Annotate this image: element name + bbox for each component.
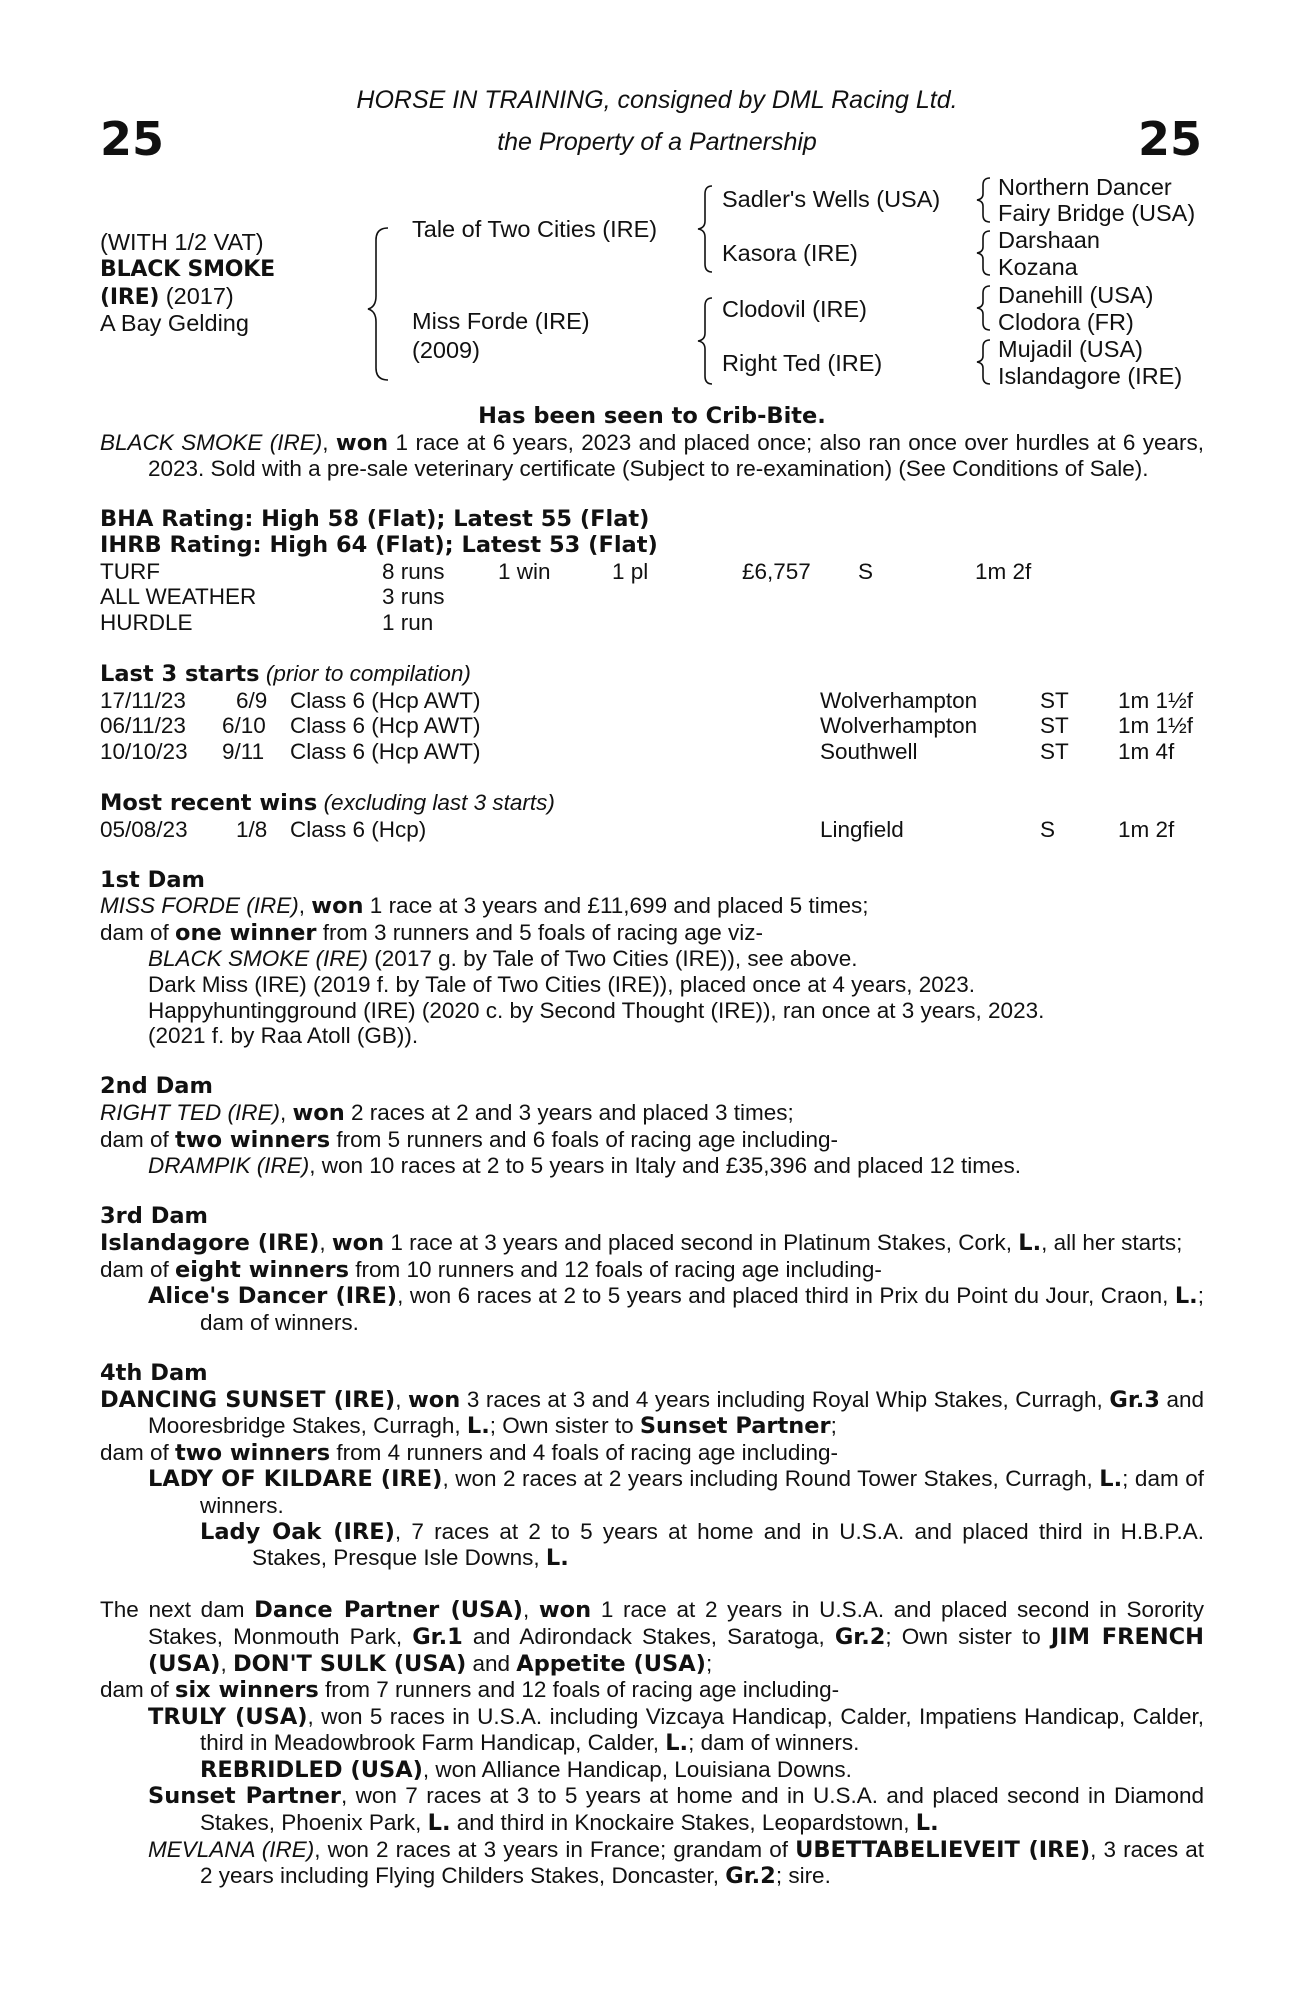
start-position: 6/9 — [236, 687, 268, 713]
second-dam-text: 2 races at 2 and 3 years and placed 3 times; — [344, 1100, 794, 1126]
record-row-hurdle — [100, 610, 1204, 636]
produce-summary: from 4 runners and 4 foals of racing age including- — [330, 1439, 838, 1465]
group-mark: Gr.2 — [725, 1863, 776, 1890]
bracket-gen3-4 — [0, 0, 1, 1]
won-label: won — [292, 1100, 345, 1127]
most-recent-wins — [100, 790, 1204, 842]
progeny-text: , won 6 races at 2 to 5 years and placed third in Prix du Point du Jour, Craon, — [397, 1283, 1175, 1309]
separator: and — [466, 1650, 517, 1676]
win-row — [100, 817, 1204, 843]
separator: , — [298, 893, 312, 919]
start-date: 06/11/23 — [100, 713, 186, 739]
winners-count: one winner — [175, 919, 317, 946]
start-distance: 1m 1½f — [1118, 713, 1194, 739]
start-course: Wolverhampton — [820, 713, 978, 739]
next-dam-lead: The next dam — [100, 1597, 255, 1623]
third-dam-produce — [100, 1257, 1204, 1284]
progeny-entry — [100, 1837, 1204, 1890]
fourth-dam-produce — [100, 1440, 1204, 1467]
progeny-entry — [100, 1704, 1204, 1757]
grand-progeny-entry — [100, 1519, 1204, 1572]
first-dam-section — [100, 868, 1204, 1049]
start-class: Class 6 (Hcp AWT) — [290, 713, 481, 739]
sire-sire: Sadler's Wells (USA) — [722, 186, 941, 212]
second-dam-section — [100, 1074, 1204, 1178]
sire: Tale of Two Cities (IRE) — [412, 216, 658, 242]
grand-progeny-name: UBETTABELIEVEIT (IRE) — [795, 1836, 1091, 1863]
intro-horse-name: BLACK SMOKE (IRE) — [100, 429, 323, 455]
consignor-line: HORSE IN TRAINING, consigned by DML Racing Ltd. — [356, 86, 958, 114]
third-dam-heading: 3rd Dam — [100, 1203, 208, 1230]
fourth-dam-text: 3 races at 3 and 4 years including Royal Whip Stakes, Curragh, — [460, 1386, 1110, 1412]
dam-of: dam of — [100, 1256, 176, 1282]
horse-name: BLACK SMOKE — [100, 257, 275, 282]
listed-mark: L. — [545, 1545, 569, 1572]
winners-count: two winners — [175, 1126, 331, 1153]
third-dam-name: Islandagore (IRE) — [100, 1230, 320, 1256]
gen3-1: Northern Dancer — [998, 174, 1172, 200]
vat-note: (WITH 1/2 VAT) — [100, 229, 264, 255]
start-class: Class 6 (Hcp AWT) — [290, 687, 481, 713]
progeny-name: DRAMPIK (IRE) — [148, 1153, 310, 1179]
progeny-entry: Dark Miss (IRE) (2019 f. by Tale of Two Cities (IRE)), placed once at 4 years, 2023. — [148, 972, 976, 998]
listed-mark: L. — [1099, 1466, 1123, 1493]
record-row-turf — [100, 559, 1204, 585]
separator: , — [522, 1597, 539, 1623]
intro-won: won — [335, 429, 389, 456]
progeny-text-end: ; dam of winners. — [200, 1466, 1204, 1518]
horse-year: (2017) — [159, 283, 234, 309]
progeny-text-end: ; dam of winners. — [200, 1283, 1204, 1335]
record-surface: HURDLE — [100, 609, 193, 635]
catalogue-body — [100, 404, 1204, 1890]
progeny-entry — [100, 1153, 1204, 1179]
third-dam-section — [100, 1204, 1204, 1335]
progeny-name: Lady Oak (IRE) — [200, 1518, 395, 1545]
third-dam-text: 1 race at 3 years and placed second in Platinum Stakes, Cork, — [384, 1230, 1019, 1255]
start-row — [100, 739, 1204, 765]
first-dam-name: MISS FORDE (IRE) — [100, 893, 299, 919]
first-dam-record — [100, 893, 1204, 920]
winners-count: six winners — [175, 1677, 319, 1704]
progeny-text: , 7 races at 2 to 5 years at home and in U.S.A. and placed third in H.B.P.A. Stakes, Presque Isle Downs, — [252, 1518, 1204, 1571]
grand-progeny-entry — [100, 1757, 1204, 1784]
start-row — [100, 713, 1204, 739]
second-dam-produce — [100, 1127, 1204, 1154]
produce-summary: from 5 runners and 6 foals of racing age including- — [330, 1126, 838, 1152]
progeny-name: Sunset Partner — [148, 1783, 341, 1810]
second-dam-heading: 2nd Dam — [100, 1073, 213, 1100]
gen3-5: Danehill (USA) — [998, 282, 1154, 308]
progeny-name: LADY OF KILDARE (IRE) — [148, 1466, 443, 1493]
record-runs: 1 run — [382, 609, 434, 635]
progeny-text: , won 10 races at 2 to 5 years in Italy and £35,396 and placed 12 times. — [309, 1153, 1021, 1179]
record-prize: £6,757 — [742, 558, 811, 584]
gen3-4: Kozana — [998, 254, 1078, 280]
ratings-section — [100, 507, 1204, 635]
progeny-entry: Happyhuntingground (IRE) (2020 c. by Second Thought (IRE)), ran once at 3 years, 2023. — [148, 997, 1045, 1023]
record-surface: ALL WEATHER — [100, 584, 257, 610]
last-3-title: Last 3 starts — [100, 660, 260, 687]
fourth-dam-text-2: and Mooresbridge Stakes, Curragh, — [148, 1386, 1205, 1439]
start-distance: 1m 1½f — [1118, 687, 1194, 713]
win-position: 1/8 — [236, 816, 268, 842]
start-going: ST — [1040, 738, 1069, 764]
sire-dam: Kasora (IRE) — [722, 240, 858, 266]
progeny-text: , won 7 races at 3 to 5 years at home and in U.S.A. and placed second in Diamond Stakes, Phoenix Park, — [200, 1783, 1204, 1836]
win-distance: 1m 2f — [1118, 816, 1175, 842]
first-dam-text: 1 race at 3 years and £11,699 and placed 5 times; — [363, 893, 869, 919]
record-surface: TURF — [100, 558, 160, 584]
next-dam-section — [100, 1597, 1204, 1890]
record-distance: 1m 2f — [975, 558, 1032, 584]
horse-country: (IRE) — [100, 285, 160, 310]
listed-mark: L. — [665, 1730, 689, 1757]
next-dam-text-2: and Adirondack Stakes, Saratoga, — [462, 1623, 835, 1649]
progeny-name: MEVLANA (IRE) — [148, 1836, 315, 1862]
dam-of: dam of — [100, 1439, 176, 1465]
start-course: Wolverhampton — [820, 687, 978, 713]
ihrb-rating: IHRB Rating: High 64 (Flat); Latest 53 (Flat) — [100, 531, 658, 558]
progeny-text-end: ; sire. — [775, 1863, 831, 1889]
start-class: Class 6 (Hcp AWT) — [290, 738, 481, 764]
progeny-entry — [100, 1283, 1204, 1335]
second-dam-name: RIGHT TED (IRE) — [100, 1100, 280, 1126]
next-dam-text: 1 race at 2 years in U.S.A. and placed second in Sorority Stakes, Monmouth Park, — [148, 1597, 1204, 1649]
won-label: won — [408, 1386, 461, 1413]
group-mark: Gr.1 — [412, 1623, 463, 1650]
record-wins: 1 win — [498, 558, 551, 584]
next-dam-name: Dance Partner (USA) — [254, 1597, 523, 1624]
lot-number-left: 25 — [100, 112, 165, 166]
third-dam-text-end: , all her starts; — [1041, 1230, 1183, 1255]
start-date: 17/11/23 — [100, 687, 186, 713]
win-going: S — [1040, 816, 1056, 842]
dam-year: (2009) — [412, 337, 480, 363]
property-line: the Property of a Partnership — [497, 128, 817, 156]
progeny-entry — [100, 1783, 1204, 1836]
recent-wins-heading — [100, 790, 1204, 817]
recent-wins-title: Most recent wins — [100, 789, 318, 816]
record-runs: 3 runs — [382, 584, 445, 610]
win-course: Lingfield — [820, 816, 904, 842]
next-dam-record — [100, 1597, 1204, 1677]
start-going: ST — [1040, 713, 1069, 739]
separator: , — [319, 1230, 332, 1255]
last-3-heading — [100, 661, 1204, 688]
gen3-8: Islandagore (IRE) — [998, 363, 1183, 389]
listed-mark: L. — [427, 1810, 451, 1837]
second-dam-record — [100, 1100, 1204, 1127]
last-3-subtitle: (prior to compilation) — [259, 660, 471, 686]
separator: , — [280, 1100, 293, 1126]
lot-number-right: 25 — [1137, 112, 1202, 166]
horse-country-year — [100, 283, 234, 311]
gen3-7: Mujadil (USA) — [998, 336, 1143, 362]
progeny-text: , won 2 races at 3 years in France; grandam of — [314, 1836, 796, 1862]
last-3-starts — [100, 661, 1204, 764]
sibling-name: DON'T SULK (USA) — [232, 1650, 467, 1677]
fourth-dam-text-3: ; Own sister to — [489, 1413, 640, 1439]
progeny-entry: (2021 f. by Raa Atoll (GB)). — [148, 1023, 419, 1049]
sibling-name: JIM FRENCH (USA) — [148, 1623, 1204, 1677]
listed-mark: L. — [915, 1810, 939, 1837]
fourth-dam-text-end: ; — [830, 1413, 837, 1439]
dam-sire: Clodovil (IRE) — [722, 296, 867, 322]
progeny-name: TRULY (USA) — [148, 1703, 308, 1730]
separator: , — [220, 1650, 233, 1676]
dam-dam: Right Ted (IRE) — [722, 350, 883, 376]
progeny-text-2: , 3 races at 2 years including Flying Childers Stakes, Doncaster, — [200, 1836, 1204, 1889]
sister-name: Sunset Partner — [639, 1413, 831, 1440]
progeny-text: , won 2 races at 2 years including Round Tower Stakes, Curragh, — [442, 1466, 1100, 1492]
start-distance: 1m 4f — [1118, 738, 1175, 764]
intro-paragraph: BLACK SMOKE (IRE), won 1 race at 6 years, 2023 and placed once; also ran once over hurdles at 6 years, 2023. Sold with a pre-sale veterinary certificate (Subject to re-examination) (See Conditions of Sale). — [100, 429, 1204, 482]
produce-summary: from 10 runners and 12 foals of racing age including- — [349, 1256, 882, 1282]
won-label: won — [331, 1230, 385, 1256]
listed-mark: L. — [1174, 1283, 1198, 1310]
won-label: won — [311, 893, 364, 920]
winners-count: eight winners — [175, 1256, 350, 1283]
fourth-dam-name: DANCING SUNSET (IRE) — [100, 1386, 396, 1413]
progeny-text-2: and third in Knockaire Stakes, Leopardstown, — [450, 1810, 916, 1836]
produce-summary: from 7 runners and 12 foals of racing age including- — [318, 1677, 840, 1703]
separator: ; — [705, 1650, 713, 1676]
start-course: Southwell — [820, 738, 918, 764]
progeny-name: BLACK SMOKE (IRE) — [148, 946, 369, 972]
fourth-dam-record — [100, 1387, 1204, 1440]
gen3-2: Fairy Bridge (USA) — [998, 200, 1196, 226]
progeny-text-end: ; dam of winners. — [688, 1730, 860, 1756]
next-dam-text-3: ; Own sister to — [885, 1623, 1051, 1649]
separator: , — [395, 1386, 409, 1412]
fourth-dam-heading: 4th Dam — [100, 1359, 208, 1386]
third-dam-record — [100, 1230, 1204, 1257]
dam-of: dam of — [100, 1126, 176, 1152]
first-dam-heading: 1st Dam — [100, 866, 205, 893]
dam: Miss Forde (IRE) — [412, 308, 590, 334]
record-places: 1 pl — [612, 558, 649, 584]
winners-count: two winners — [175, 1439, 331, 1466]
listed-mark: L. — [1018, 1230, 1042, 1256]
start-going: ST — [1040, 687, 1069, 713]
horse-description: A Bay Gelding — [100, 310, 249, 336]
intro-text: 1 race at 6 years, 2023 and placed once; also ran once over hurdles at 6 years, 2023. Sold with a pre-sale veterinary certificate (Subject to re-examination) (See Conditions of Sale). — [148, 429, 1204, 482]
group-mark: Gr.3 — [1109, 1386, 1160, 1413]
progeny-text: , won 5 races in U.S.A. including Vizcaya Handicap, Calder, Impatiens Handicap, Calder, third in Meadowbrook Farm Handicap, Calder, — [200, 1703, 1205, 1756]
next-dam-produce — [100, 1677, 1204, 1704]
record-going: S — [858, 558, 874, 584]
won-label: won — [538, 1597, 592, 1624]
dam-of: dam of — [100, 1677, 176, 1703]
dam-of: dam of — [100, 919, 176, 945]
first-dam-produce — [100, 920, 1204, 947]
progeny-name: REBRIDLED (USA) — [200, 1756, 423, 1783]
progeny-entry — [100, 1466, 1204, 1518]
start-position: 6/10 — [222, 713, 266, 739]
start-date: 10/10/23 — [100, 738, 188, 764]
bha-rating: BHA Rating: High 58 (Flat); Latest 55 (Flat) — [100, 506, 650, 533]
win-date: 05/08/23 — [100, 816, 188, 842]
progeny-entry — [100, 946, 1204, 972]
start-row — [100, 688, 1204, 714]
gen3-3: Darshaan — [998, 227, 1100, 253]
recent-wins-subtitle: (excluding last 3 starts) — [317, 789, 555, 815]
produce-summary: from 3 runners and 5 foals of racing age viz- — [316, 919, 763, 945]
fourth-dam-section — [100, 1361, 1204, 1572]
progeny-text: (2017 g. by Tale of Two Cities (IRE)), see above. — [368, 946, 858, 972]
record-row-aw — [100, 584, 1204, 610]
group-mark: Gr.2 — [834, 1623, 886, 1650]
record-runs: 8 runs — [382, 558, 445, 584]
win-class: Class 6 (Hcp) — [290, 816, 427, 842]
start-position: 9/11 — [222, 738, 265, 764]
vice-note: Has been seen to Crib-Bite. — [478, 403, 826, 429]
progeny-text: , won Alliance Handicap, Louisiana Downs. — [422, 1756, 852, 1782]
listed-mark: L. — [466, 1413, 490, 1440]
progeny-name: Alice's Dancer (IRE) — [148, 1283, 398, 1310]
gen3-6: Clodora (FR) — [998, 309, 1134, 335]
sibling-name: Appetite (USA) — [516, 1650, 706, 1677]
